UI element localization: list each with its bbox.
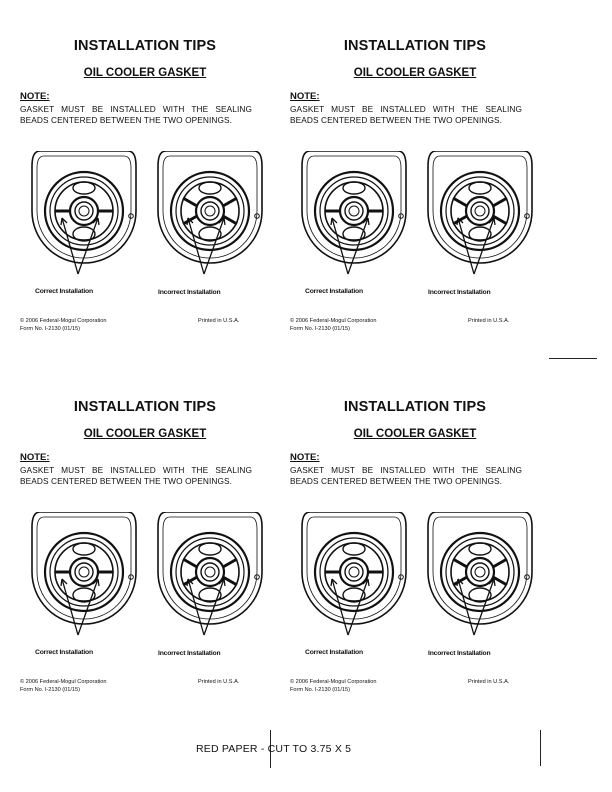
caption-correct-installation: Correct Installation (305, 288, 363, 295)
printed-in-label: Printed in U.S.A. (198, 679, 240, 685)
printed-in-label: Printed in U.S.A. (468, 318, 510, 324)
printed-in-label: Printed in U.S.A. (198, 318, 240, 324)
caption-incorrect-installation: Incorrect Installation (158, 650, 221, 657)
instruction-card-bottom-left (20, 399, 270, 719)
instruction-card-top-left (20, 38, 270, 358)
card-title: INSTALLATION TIPS (73, 38, 217, 54)
note-label: NOTE: (20, 452, 50, 463)
note-text: GASKET MUST BE INSTALLED WITH THE SEALING BEADS CENTERED BETWEEN THE TWO OPENINGS. (20, 104, 252, 125)
form-number: Form No. I-2130 (01/15) (290, 686, 351, 693)
card-title: INSTALLATION TIPS (343, 399, 487, 415)
copyright-line: © 2006 Federal-Mogul Corporation (290, 318, 377, 324)
caption-correct-installation: Correct Installation (305, 649, 363, 656)
note-label: NOTE: (290, 91, 320, 102)
gasket-diagram (284, 512, 544, 647)
copyright-line: © 2006 Federal-Mogul Corporation (20, 679, 107, 685)
caption-correct-installation: Correct Installation (35, 288, 93, 295)
copyright-block (20, 679, 107, 694)
note-text: GASKET MUST BE INSTALLED WITH THE SEALING BEADS CENTERED BETWEEN THE TWO OPENINGS. (290, 104, 522, 125)
card-subtitle: OIL COOLER GASKET (353, 428, 477, 440)
form-number: Form No. I-2130 (01/15) (290, 325, 351, 332)
card-title: INSTALLATION TIPS (73, 399, 217, 415)
copyright-line: © 2006 Federal-Mogul Corporation (20, 318, 107, 324)
note-label: NOTE: (20, 91, 50, 102)
note-text: GASKET MUST BE INSTALLED WITH THE SEALING BEADS CENTERED BETWEEN THE TWO OPENINGS. (20, 465, 252, 486)
copyright-block (290, 679, 377, 694)
cut-mark-vertical (540, 730, 541, 766)
instruction-card-top-right (290, 38, 540, 358)
copyright-block (20, 318, 107, 333)
caption-incorrect-installation: Incorrect Installation (158, 289, 221, 296)
form-number: Form No. I-2130 (01/15) (20, 686, 81, 693)
card-subtitle: OIL COOLER GASKET (353, 67, 477, 79)
caption-correct-installation: Correct Installation (35, 649, 93, 656)
instruction-card-bottom-right (290, 399, 540, 719)
form-number: Form No. I-2130 (01/15) (20, 325, 81, 332)
card-subtitle: OIL COOLER GASKET (83, 428, 207, 440)
gasket-diagram (14, 151, 274, 286)
card-subtitle: OIL COOLER GASKET (83, 67, 207, 79)
card-title: INSTALLATION TIPS (343, 38, 487, 54)
gasket-diagram (284, 151, 544, 286)
caption-incorrect-installation: Incorrect Installation (428, 650, 491, 657)
note-label: NOTE: (290, 452, 320, 463)
copyright-block (290, 318, 377, 333)
copyright-line: © 2006 Federal-Mogul Corporation (290, 679, 377, 685)
gasket-diagram (14, 512, 274, 647)
printed-in-label: Printed in U.S.A. (468, 679, 510, 685)
note-text: GASKET MUST BE INSTALLED WITH THE SEALING BEADS CENTERED BETWEEN THE TWO OPENINGS. (290, 465, 522, 486)
caption-incorrect-installation: Incorrect Installation (428, 289, 491, 296)
cut-mark-horizontal (549, 358, 597, 359)
cut-instruction-footer: RED PAPER - CUT TO 3.75 X 5 (196, 743, 352, 755)
